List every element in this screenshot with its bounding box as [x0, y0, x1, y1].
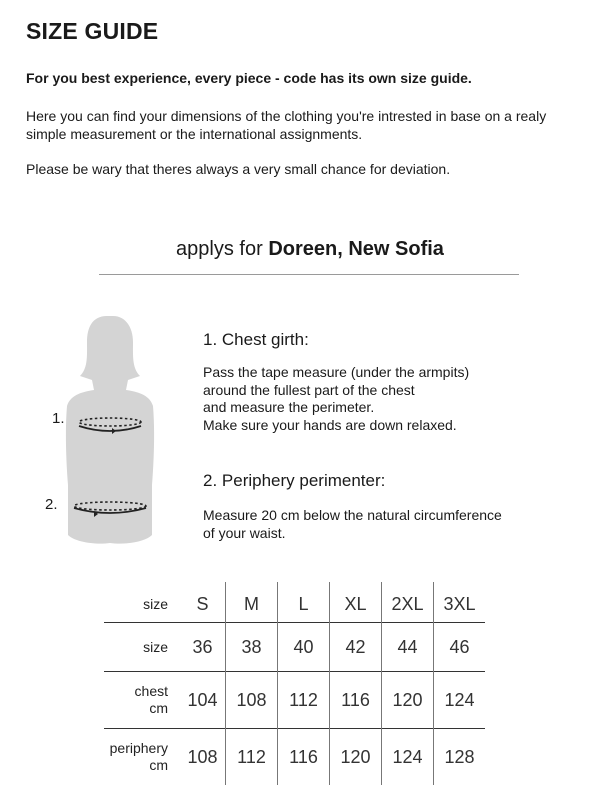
table-row: [104, 582, 485, 623]
row-label-text: size: [143, 595, 168, 612]
description-line: Measure 20 cm below the natural circumference: [203, 507, 502, 523]
table-cell: 38: [226, 623, 278, 672]
size-table: [104, 582, 485, 785]
table-cell: 112: [278, 672, 330, 729]
description-line: Pass the tape measure (under the armpits): [203, 364, 470, 380]
table-cell: L: [278, 582, 330, 623]
description-line: Make sure your hands are down relaxed.: [203, 416, 457, 433]
table-cell: 40: [278, 623, 330, 672]
table-cell: 128: [434, 729, 486, 786]
body-silhouette: [50, 310, 170, 550]
figure-marker-1: 1.: [52, 410, 65, 427]
row-label-unit: cm: [149, 757, 168, 773]
table-cell: 116: [330, 672, 382, 729]
periphery-heading: 2. Periphery perimenter:: [203, 471, 386, 490]
row-label: [104, 729, 180, 786]
table-row: [104, 729, 485, 786]
table-cell: 116: [278, 729, 330, 786]
table-cell: 3XL: [434, 582, 486, 623]
table-cell: 120: [382, 672, 434, 729]
table-cell: 108: [180, 729, 226, 786]
page-title: SIZE GUIDE: [26, 18, 159, 44]
table-cell: 36: [180, 623, 226, 672]
table-cell: 46: [434, 623, 486, 672]
table-cell: 124: [382, 729, 434, 786]
applies-models: Doreen, New Sofia: [268, 238, 444, 260]
row-label: [104, 582, 180, 623]
row-label-unit: cm: [149, 700, 168, 716]
table-cell: M: [226, 582, 278, 623]
table-cell: 44: [382, 623, 434, 672]
applies-heading: [0, 238, 600, 261]
row-label-text: chest: [134, 683, 168, 699]
divider: [99, 274, 519, 275]
applies-prefix: applys for: [176, 238, 263, 260]
row-label-text: size: [143, 638, 168, 655]
chest-girth-heading: 1. Chest girth:: [203, 330, 309, 349]
description-line: around the fullest part of the chest: [203, 381, 415, 398]
table-cell: S: [196, 593, 209, 614]
table-row: [104, 623, 485, 672]
table-cell: 108: [226, 672, 278, 729]
figure-marker-2: 2.: [45, 496, 58, 513]
periphery-description: [203, 507, 573, 542]
intro-paragraph: Here you can find your dimensions of the clothing you're intrested in base on a realy simple measurement or the international assignments.: [26, 108, 547, 142]
table-cell: 42: [330, 623, 382, 672]
row-label-text: periphery: [109, 740, 168, 756]
table-cell: 120: [330, 729, 382, 786]
lead-text: For you best experience, every piece - code has its own size guide.: [26, 70, 472, 86]
row-label: [104, 623, 180, 672]
table-cell: 124: [434, 672, 486, 729]
row-label: [104, 672, 180, 729]
table-cell: XL: [330, 582, 382, 623]
table-cell: 2XL: [382, 582, 434, 623]
description-line: of your waist.: [203, 524, 286, 541]
description-line: and measure the perimeter.: [203, 399, 375, 415]
deviation-note: Please be wary that theres always a very small chance for deviation.: [26, 161, 451, 177]
table-cell: 112: [226, 729, 278, 786]
table-row: [104, 672, 485, 729]
chest-girth-description: [203, 364, 573, 434]
table-cell: 104: [180, 672, 226, 729]
